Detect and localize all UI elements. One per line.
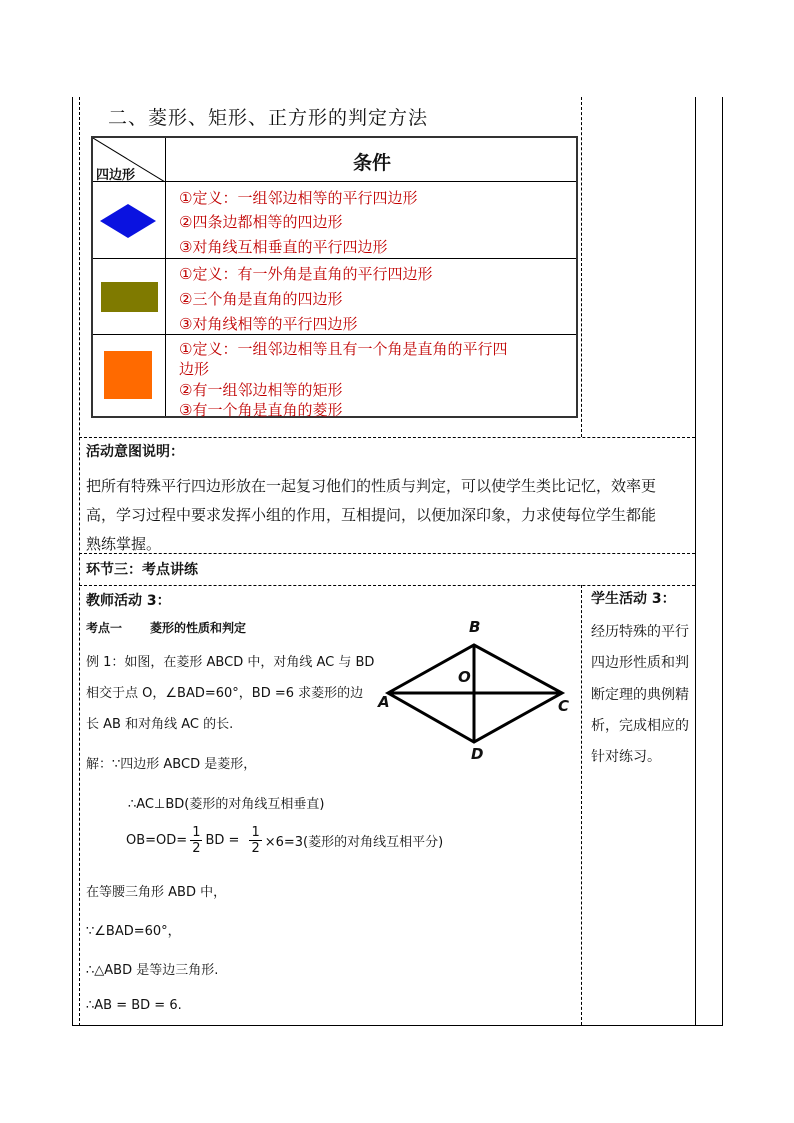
intent-line-3: 熟练掌握。 (86, 535, 162, 553)
student-line-4: 析，完成相应的 (591, 718, 689, 734)
vertex-label-a: A (378, 693, 390, 711)
column-divider-top (581, 97, 582, 437)
section-title: 二、菱形、矩形、正方形的判定方法 (108, 107, 429, 129)
student-line-5: 针对练习。 (591, 749, 661, 765)
solution-line-7: ∴AB = BD = 6. (86, 998, 182, 1013)
solution-3-mid: BD = (205, 833, 240, 848)
topic-label: 考点一 (86, 621, 123, 635)
solution-3-prefix: OB=OD= (126, 833, 188, 848)
fraction-half-1-den: 2 (192, 841, 201, 856)
square-condition-1-cont: 边形 (179, 360, 210, 378)
frame-left-border (72, 97, 73, 1026)
teacher-heading: 教师活动 3： (86, 593, 171, 609)
frame-left-dashed (79, 97, 80, 1026)
rhombus-shape (98, 202, 158, 240)
header-condition-label: 条件 (353, 152, 392, 174)
frame-bottom-border (72, 1025, 723, 1026)
fraction-half-2 (249, 825, 261, 856)
rectangle-condition-1: ①定义：有一外角是直角的平行四边形 (179, 265, 433, 283)
square-condition-3: ③有一个角是直角的菱形 (179, 401, 343, 419)
solution-line-1: 解：∵四边形 ABCD 是菱形， (86, 757, 257, 772)
column-divider-bottom (581, 585, 582, 1025)
example-line-3: 长 AB 和对角线 AC 的长. (86, 717, 234, 732)
solution-line-4: 在等腰三角形 ABD 中， (86, 885, 227, 900)
criteria-table (91, 136, 578, 418)
solution-line-2: ∴AC⊥BD(菱形的对角线互相垂直) (128, 797, 325, 812)
fraction-half-2-den: 2 (251, 841, 260, 856)
solution-line-3 (126, 825, 443, 856)
student-line-3: 断定理的典例精 (591, 687, 689, 703)
topic-title: 菱形的性质和判定 (150, 621, 247, 635)
criteria-row-separator-1 (93, 181, 576, 182)
student-line-2: 四边形性质和判 (591, 655, 689, 671)
step3-heading: 环节三：考点讲练 (86, 562, 198, 578)
fraction-half-1-num: 1 (192, 825, 201, 840)
intent-heading: 活动意图说明： (86, 444, 184, 460)
rhombus-condition-1: ①定义：一组邻边相等的平行四边形 (179, 189, 418, 207)
vertex-label-c: C (558, 697, 570, 715)
intent-line-1: 把所有特殊平行四边形放在一起复习他们的性质与判定，可以使学生类比记忆，效率更 (86, 477, 657, 495)
fraction-half-2-num: 1 (251, 825, 260, 840)
vertex-label-b: B (469, 618, 481, 636)
rectangle-condition-3: ③对角线相等的平行四边形 (179, 315, 358, 333)
square-shape (104, 351, 152, 399)
square-condition-1: ①定义：一组邻边相等且有一个角是直角的平行四 (179, 340, 508, 358)
row-divider-1 (79, 437, 695, 438)
rhombus-condition-2: ②四条边都相等的四边形 (179, 213, 343, 231)
row-divider-2 (79, 553, 695, 554)
center-label-o: O (458, 668, 471, 686)
intent-line-2: 高，学习过程中要求发挥小组的作用，互相提问，以便加深印象，力求使每位学生都能 (86, 506, 657, 524)
row-divider-3 (79, 585, 695, 586)
frame-inner-right-border (695, 97, 696, 1026)
criteria-col-separator (165, 138, 166, 416)
example-line-1: 例 1：如图，在菱形 ABCD 中，对角线 AC 与 BD (86, 655, 375, 670)
rhombus-condition-3: ③对角线互相垂直的平行四边形 (179, 238, 388, 256)
frame-right-border (722, 97, 723, 1026)
header-shape-label: 四边形 (96, 168, 136, 183)
solution-line-5: ∵∠BAD=60°， (86, 924, 181, 939)
solution-3-suffix: ×6=3(菱形的对角线互相平分) (264, 835, 444, 850)
fraction-half-1 (190, 825, 202, 856)
rectangle-shape (101, 282, 158, 312)
square-condition-2: ②有一组邻边相等的矩形 (179, 381, 343, 399)
example-line-2: 相交于点 O，∠BAD=60°，BD =6 求菱形的边 (86, 686, 364, 701)
rectangle-condition-2: ②三个角是直角的四边形 (179, 290, 343, 308)
solution-line-6: ∴△ABD 是等边三角形. (86, 963, 219, 978)
student-line-1: 经历特殊的平行 (591, 624, 689, 640)
rhombus-diagram (376, 615, 576, 765)
vertex-label-d: D (471, 745, 484, 763)
student-heading: 学生活动 3： (591, 591, 676, 607)
